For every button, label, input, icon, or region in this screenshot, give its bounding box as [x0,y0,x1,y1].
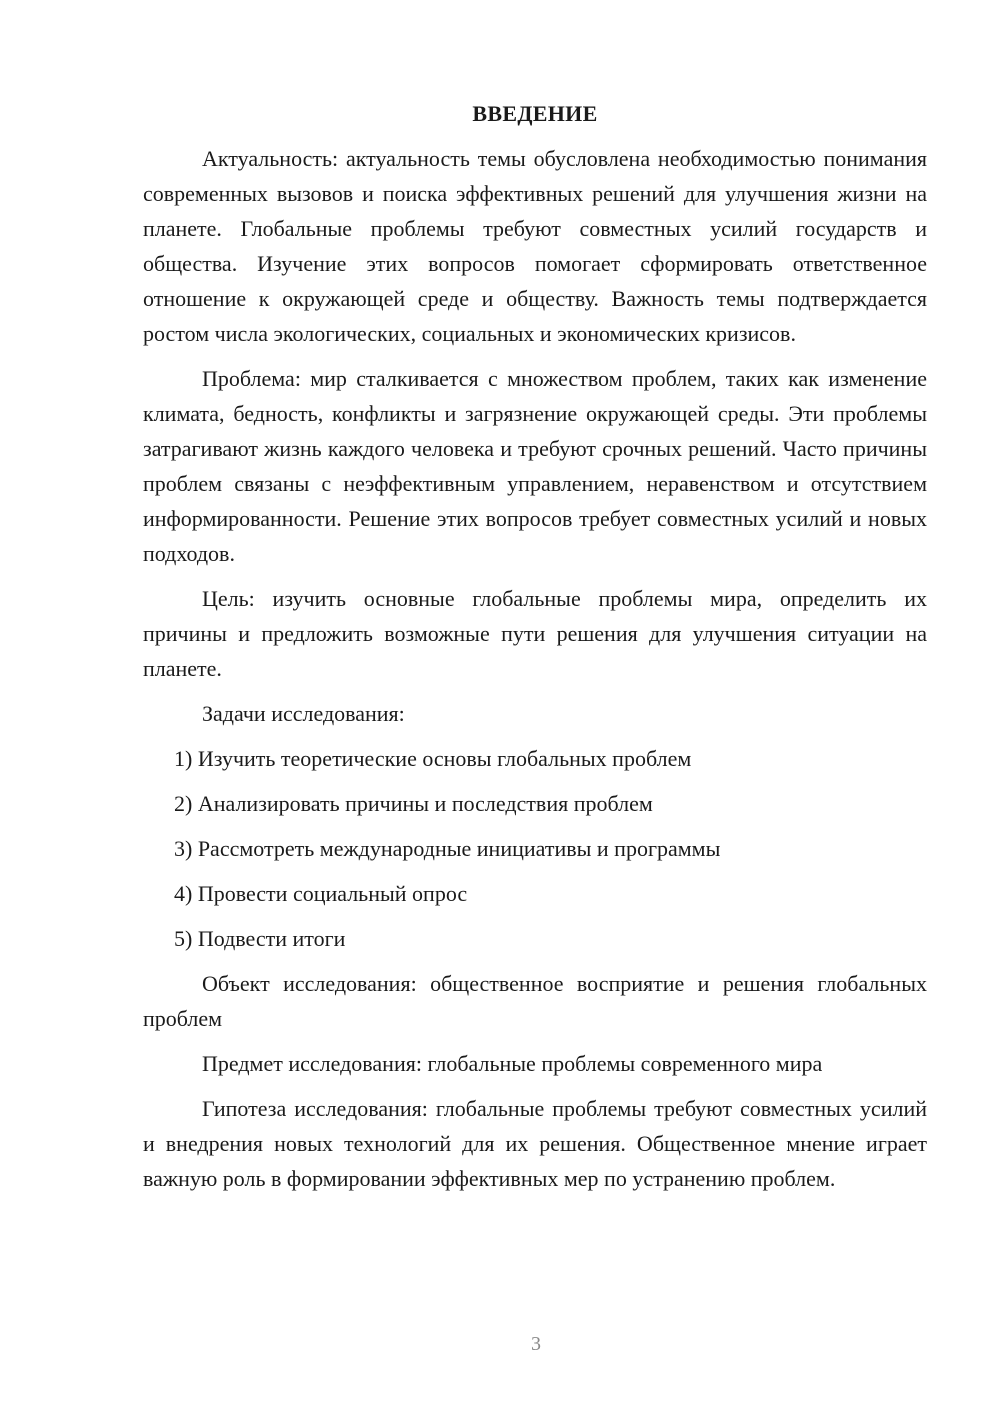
paragraph-object: Объект исследования: общественное восприятие и решения глобальных проблем [143,971,927,1031]
list-item: 3) Рассмотреть международные инициативы и программы [174,836,721,861]
page-number: 3 [531,1333,541,1355]
paragraph-subject: Предмет исследования: глобальные проблемы современного мира [202,1051,823,1076]
list-item: 5) Подвести итоги [174,926,346,951]
tasks-list [143,741,927,956]
list-item: 4) Провести социальный опрос [174,881,468,906]
paragraph-problem: Проблема: мир сталкивается с множеством проблем, таких как изменение климата, бедность, конфликты и загрязнение окружающей среды. Эти проблемы затрагивают жизнь каждого человека и требуют срочных решений. Часто причины проблем связаны с неэффективным управлением, неравенством и отсутствием информированности. Решение этих вопросов требует совместных усилий и новых подходов. [143,366,927,566]
paragraph-goal: Цель: изучить основные глобальные проблемы мира, определить их причины и предложить возможные пути решения для улучшения ситуации на планете. [143,586,927,681]
paragraph-relevance: Актуальность: актуальность темы обусловлена необходимостью понимания современных вызовов и поиска эффективных решений для улучшения жизни на планете. Глобальные проблемы требуют совместных усилий государств и общества. Изучение этих вопросов помогает сформировать ответственное отношение к окружающей среде и обществу. Важность темы подтверждается ростом числа экологических, социальных и экономических кризисов. [143,146,927,346]
list-item: 2) Анализировать причины и последствия проблем [174,791,653,816]
paragraph-hypothesis: Гипотеза исследования: глобальные проблемы требуют совместных усилий и внедрения новых технологий для их решения. Общественное мнение играет важную роль в формировании эффективных мер по устранению проблем. [143,1096,927,1191]
section-title: ВВЕДЕНИЕ [472,101,598,126]
tasks-heading: Задачи исследования: [202,701,405,726]
page-content [143,96,927,1206]
list-item: 1) Изучить теоретические основы глобальных проблем [174,746,692,771]
